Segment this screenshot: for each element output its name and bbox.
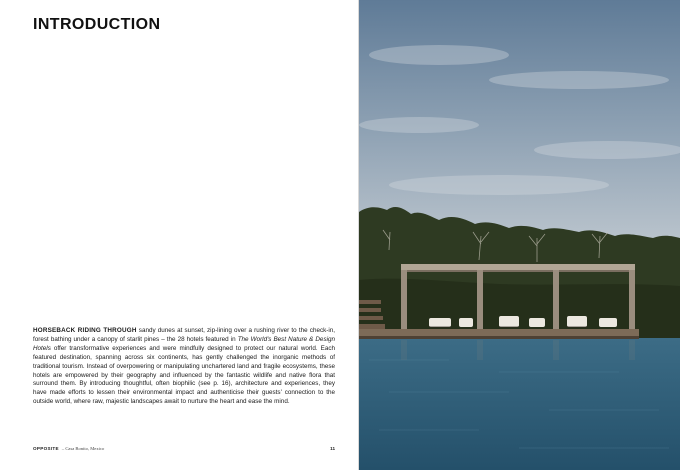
lakeside-pavilion-photo <box>359 0 680 470</box>
page-number: 11 <box>330 446 335 451</box>
book-title: The World's Best Nature & Design Hotels <box>33 335 335 352</box>
body-text-1: sandy dunes at sunset, zip-lining over a rushing river to the check-in, forest bathing under a canopy of starlit pines – the 28 hotels featured in <box>33 327 335 343</box>
page-footer <box>33 446 335 454</box>
caption-label: OPPOSITE <box>33 446 59 451</box>
photo-caption: – Casa Bonito, Mexico <box>61 446 105 451</box>
pavilion-post <box>629 270 635 336</box>
pavilion-roof <box>401 264 635 270</box>
lead-in: HORSEBACK RIDING THROUGH <box>33 327 137 334</box>
page-title: INTRODUCTION <box>33 16 161 33</box>
intro-paragraph <box>33 327 335 407</box>
pavilion-post <box>477 270 483 336</box>
pavilion-post <box>553 270 559 336</box>
body-text-2: offer transformative experiences and were mindfully designed to protect our natural world. Each featured destination, spanning across six continents, has gently challenged the inorganic methods of traditional tourism. Instead of overpowering or manipulating unchartered land and fragile ecosystems, these hotels are empowered by their geography and influenced by the fantastic wildlife and native flora that surround them. By introducing thoughtful, often biophilic (see p. 16), architecture and experiences, they have made efforts to lessen their environmental impact and authenticise their guests' connection to the outside world, where raw, majestic landscapes await to nurture the heart and ease the mind. <box>33 344 335 406</box>
pavilion-post <box>401 270 407 336</box>
deck <box>359 329 639 336</box>
